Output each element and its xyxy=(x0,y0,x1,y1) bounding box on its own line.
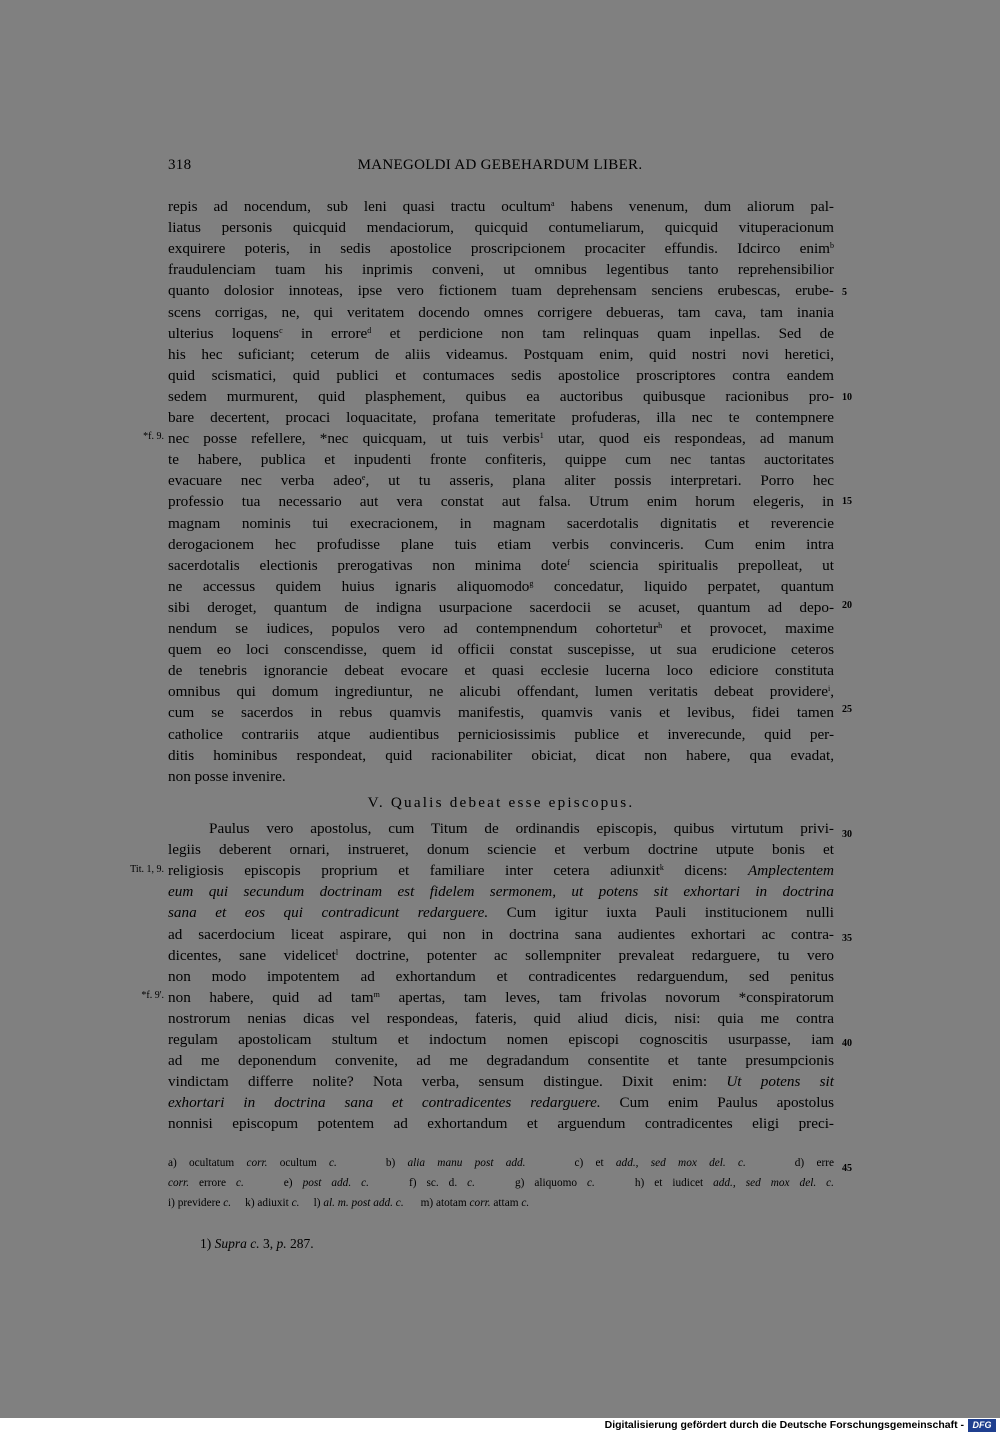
text-line: evacuare nec verba adeo$^e$, ut tu asseris, plana aliter possis interpretari. Porro hec xyxy=(168,472,834,490)
reference-note: 1) Supra c. 3, p. 287. xyxy=(200,1236,314,1251)
section-heading: V. Qualis debeat esse episcopus. xyxy=(367,794,635,811)
footnote-line: i) previdere c. k) adiuxit c. l) al. m. post add. c. m) atotam corr. attam c. xyxy=(168,1197,530,1209)
line-number: 30 xyxy=(842,829,852,840)
text-line: sacerdotalis electionis prerogativas non minima dote$^f$ sciencia spiritualis prepolleat, ut xyxy=(168,556,834,574)
margin-note: Tit. 1, 9. xyxy=(130,864,164,875)
text-line: quid scismatici, quid publici et contumaces sedis apostolice proscriptores contra eandem xyxy=(168,366,834,384)
text-line: liatus personis quicquid mendaciorum, quicquid contumeliarum, quicquid vituperacionum xyxy=(168,219,834,237)
dfg-logo: DFG xyxy=(968,1419,996,1432)
text-line: non habere, quid ad tam$^m$ apertas, tam leves, tam frivolas novorum *conspiratorum xyxy=(168,988,834,1006)
text-line: eum qui secundum doctrinam est fidelem sermonem, ut potens sit exhortari in doctrina xyxy=(168,883,834,901)
text-line: cum se sacerdos in rebus quamvis manifestis, quamvis vanis et levibus, fidei tamen xyxy=(168,704,834,722)
text-line: non posse invenire. xyxy=(168,767,286,785)
text-line: exquirere poteris, in sedis apostolice proscripcionem procaciter effundis. Idcirco enim$^b$ xyxy=(168,240,834,258)
text-line: ditis hominibus respondeat, quid racionabiliter obiciat, dicat non habere, qua evadat, xyxy=(168,746,834,764)
text-line: ulterius loquens$^c$ in errore$^d$ et perdicione non tam relinquas quam inpellas. Sed de xyxy=(168,324,834,342)
line-number: 5 xyxy=(842,287,847,298)
text-line: vindictam differre nolite? Nota verba, sensum distingue. Dixit enim: Ut potens sit xyxy=(168,1073,834,1091)
text-line: sana et eos qui contradicunt redarguere. Cum igitur iuxta Pauli institucionem nulli xyxy=(168,904,834,922)
text-line: omnibus qui domum ingrediuntur, ne alicubi offendant, lumen veritatis debeat providere$^i$, xyxy=(168,683,834,701)
text-line: legiis deberent ornari, instrueret, donum sciencie et verbum doctrine utpute bonis et xyxy=(168,841,834,859)
margin-note: *f. 9. xyxy=(143,431,164,442)
text-line: catholice contrariis atque audientibus perniciosissimis publice et inverecunde, quid per- xyxy=(168,725,834,743)
line-number: 10 xyxy=(842,392,852,403)
text-line: quanto dolosior innoteas, ipse vero fictionem tuam deprehensam senciens erubescas, erube- xyxy=(168,282,834,300)
text-line: dicentes, sane videlicet$^l$ doctrine, potenter ac sollempniter prevaleat redarguere, tu vero xyxy=(168,946,834,964)
text-line: nonnisi episcopum potentem ad exhortandum et arguendum contradicentes eligi preci- xyxy=(168,1115,834,1133)
text-line: de tenebris ignorancie debeat evocare et quasi ecclesie lucerna loco ediciore constituta xyxy=(168,662,834,680)
text-line: Paulus vero apostolus, cum Titum de ordinandis episcopis, quibus virtutum privi- xyxy=(209,820,834,837)
footer-bar xyxy=(0,1418,1000,1434)
text-line: ad me deponendum convenite, ad me degradandum consentite et tante presumpcionis xyxy=(168,1052,834,1070)
text-line: scens corrigas, ne, qui veritatem docendo omnes corrigere debueras, tam cava, tam inania xyxy=(168,303,834,321)
text-line: sibi deroget, quantum de indigna usurpacione sacerdocii se acuset, quantum ad depo- xyxy=(168,598,834,616)
footnote-line: a) ocultatum corr. ocultum c. b) alia manu post add. c) et add., sed mox del. c. d) erre xyxy=(168,1157,834,1169)
text-line: te habere, publica et inpudenti fronte confiteris, quippe cum nec tantas auctoritates xyxy=(168,451,834,469)
text-line: nec posse refellere, *nec quicquam, ut tuis verbis$^1$ utar, quod eis respondeas, ad manum xyxy=(168,430,834,448)
text-line: bare decertent, procaci loquacitate, profana temeritate profuderas, illa nec te contempnere xyxy=(168,409,834,426)
line-number: 25 xyxy=(842,704,852,715)
margin-note: *f. 9'. xyxy=(141,990,164,1001)
text-line: exhortari in doctrina sana et contradicentes redarguere. Cum enim Paulus apostolus xyxy=(168,1094,834,1112)
text-line: derogacionem hec profudisse plane tuis etiam verbis convinceris. Cum enim intra xyxy=(168,535,834,553)
text-line: nostrorum nenias dicas vel respondeas, fateris, quid aliud dicis, nisi: quia me contra xyxy=(168,1009,834,1027)
text-line: ne accessus quidem huius ignaris aliquomodo$^g$ concedatur, liquido perpatet, quantum xyxy=(168,577,834,595)
text-line: ad sacerdocium liceat aspirare, qui non in doctrina sana audientes exhortari ac contra- xyxy=(168,925,834,943)
line-number: 15 xyxy=(842,496,852,507)
text-line: religiosis episcopis proprium et familiare inter cetera adiunxit$^k$ dicens: Amplectentem xyxy=(168,862,834,880)
text-line: repis ad nocendum, sub leni quasi tractu ocultum$^a$ habens venenum, dum aliorum pal- xyxy=(168,198,834,215)
text-line: professio tua necessario aut vera constat aut falsa. Utrum enim horum elegeris, in xyxy=(168,493,834,511)
line-number: 45 xyxy=(842,1163,852,1174)
line-number: 40 xyxy=(842,1038,852,1049)
text-line: nendum se iudices, populos vero ad contempnendum cohortetur$^h$ et provocet, maxime xyxy=(168,620,834,637)
text-line: his hec suficiant; ceterum de aliis videamus. Postquam enim, quid nostri novi heretici, xyxy=(168,345,834,363)
running-title: MANEGOLDI AD GEBEHARDUM LIBER. xyxy=(357,157,643,173)
footnote-line: corr. errore c. e) post add. c. f) sc. d. c. g) aliquomo c. h) et iudicet add., sed mox del. c. xyxy=(168,1177,835,1189)
funding-credit: Digitalisierung gefördert durch die Deutsche Forschungsgemeinschaft - xyxy=(604,1419,964,1431)
text-line: regulam apostolicam stultum et indoctum nomen episcopi cognoscitis usurpasse, iam xyxy=(168,1031,834,1048)
line-number: 35 xyxy=(842,933,852,944)
text-line: non modo impotentem ad exhortandum et contradicentes redarguendum, sed penitus xyxy=(168,967,834,985)
text-line: magnam nominis tui execracionem, in magnam sacerdotalis dignitatis et reverencie xyxy=(168,514,834,532)
line-number: 20 xyxy=(842,600,852,611)
page-number: 318 xyxy=(168,157,192,173)
text-line: sedem murmurent, quid plasphement, quibus ea auctoribus quibusque racionibus pro- xyxy=(168,387,834,405)
text-line: fraudulenciam tuam his inprimis conveni, ut omnibus legentibus tanto reprehensibilior xyxy=(168,261,834,279)
text-line: quem eo loci conscendisse, quem id officii constat suscepisse, ut sua erudicione ceteros xyxy=(168,641,834,659)
